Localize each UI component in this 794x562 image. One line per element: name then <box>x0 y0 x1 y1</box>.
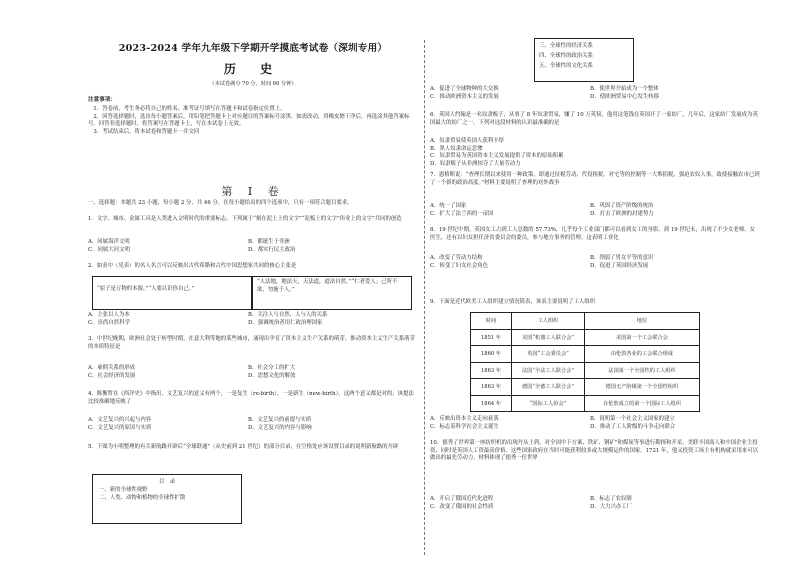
option: B．社会分工的扩大 <box>248 365 296 371</box>
option: C．奴隶贸易为英国资本主义发展提供了资本的原始积累 <box>430 153 564 160</box>
option: B．巩固了资产阶级的统治 <box>590 203 654 209</box>
option: C．推动欧洲资本主义的发展 <box>430 93 499 100</box>
option: A．改变了劳动力结构 <box>430 255 483 261</box>
exam-subject: 历 史 <box>223 62 283 76</box>
catalog-title: 目 录 <box>158 479 176 485</box>
table-header: 时间 <box>471 313 512 330</box>
option: D．打击了欧洲的封建势力 <box>590 210 654 217</box>
option: C．标志着科学社会主义诞生 <box>430 423 499 430</box>
table-cell: 法国“全法工人联合会” <box>512 362 585 379</box>
note-item: 1．答卷前，考生务必将自己的姓名、准考证号填写在答题卡和试卷指定位置上。 <box>93 106 286 112</box>
q1-stem: 1．文字、城市、金属工具是人类进入文明时代的重要标志。下列属于“刻在泥土上的文字”“泥板上的文字”伟业上的文字”共同的创造 <box>88 216 402 222</box>
option: C．改变了俄国的社会性质 <box>430 503 494 510</box>
option: A．开启了俄国近代化进程 <box>430 496 494 502</box>
q5-stem: 5．下图为小明整理的有关新航路开辟后“全球联通”（从史前到 21 世纪）的部分目录，在空格处应该设置目录的说明新航路的开辟 <box>88 444 399 450</box>
table-header: 工人组织 <box>512 313 585 330</box>
option: C．扩大了法兰西的一帝国 <box>430 210 494 217</box>
q5-options <box>430 86 760 101</box>
exam-title: 2023-2024 学年九年级下学期开学摸底考试卷（深圳专用） <box>118 43 388 54</box>
option: D．奴隶贩子从非洲掠夺了大量劳动力 <box>430 160 521 167</box>
option: B．文艺复兴的前提与实质 <box>248 417 312 423</box>
option: D．都实行民主政治 <box>248 246 296 253</box>
option: A．奴隶贸易使英国人获利丰厚 <box>430 138 504 144</box>
q8-options <box>430 255 760 270</box>
table-row <box>471 379 700 396</box>
option: B．黑人奴隶命运悲惨 <box>430 145 483 152</box>
option: A．雇佣关系的形成 <box>88 365 136 371</box>
table-cell: 法国第一个全国性的工人组织 <box>585 362 700 379</box>
note-item: 2．回答选择题时，选出每小题答案后，用铅笔把答题卡上对应题目的答案标号涂黑。如需改动，用橡皮擦干净后，再选涂其他答案标号。回答非选择题时，将答案写在答题卡上，写在本试卷上无效。 <box>88 113 410 128</box>
option: A．统一了国家 <box>430 203 467 209</box>
q5-catalog-box <box>92 474 242 524</box>
column-divider <box>424 40 426 555</box>
exam-meta: （本试卷满分 70 分，时间 60 分钟） <box>209 81 297 87</box>
option: A．主张以人为本 <box>88 312 130 318</box>
table-cell: 美国第一个工会联合会 <box>585 329 700 346</box>
option: A．文艺复兴的兴起与内容 <box>88 417 152 423</box>
q6-options <box>430 138 760 168</box>
option: D．促进了英国经济发展 <box>590 262 649 269</box>
q10-stem: 10．德秀了世界第一座纺织机的出现丹从土到，对全国中下方案、铁矿、钢矿”和煤炭等事进行勘探和开采。美联丰国商人和中国企业主投资，同时是英国人工资最高价格。这些国家政府在当时可能获利较多或大规模运作的国家。1721 年，他又投资工场主有机构就采用来可以做出的最先劳动力，材料体现了德秀一位世界 <box>430 440 759 462</box>
q9-table <box>470 312 700 412</box>
table-cell: 1851 年 <box>471 329 512 346</box>
table-cell: 1863 年 <box>471 379 512 396</box>
table-cell: 美国“机器工人联合会” <box>512 329 585 346</box>
table-cell: 由伦敦各业的工会联合组成 <box>585 346 700 363</box>
table-cell: 德国无产阶级第一个全国性组织 <box>585 379 700 396</box>
q2-options <box>88 312 418 327</box>
option: D．强调统治者用仁政治理国家 <box>248 319 323 326</box>
q2-quote-left: “原子是万物的本源。”“人要认识你自己。” <box>92 276 252 310</box>
table-header-row <box>471 313 700 330</box>
table-row <box>471 362 700 379</box>
catalog-item: 三、全球性的经济关系 <box>539 43 593 49</box>
catalog-item: 二、人类、动物和植物的全球性扩散 <box>99 495 186 501</box>
q2-stem: 2．如表中（见表）的名人名言可以反映出古代希腊和古代中国思想家共同的核心主张是 <box>88 263 297 269</box>
option: C．转变了妇女社会角色 <box>430 262 489 269</box>
option: C．文艺复兴的原因与实质 <box>88 424 152 431</box>
table-cell: 德国“全德工人联合会” <box>512 379 585 396</box>
table-cell: 英国“工会委员会” <box>512 346 585 363</box>
table-cell: 1863 年 <box>471 362 512 379</box>
option: B．都诞生于非洲 <box>248 239 290 245</box>
option: A．同属海洋文明 <box>88 239 130 245</box>
q7-options <box>430 203 760 218</box>
note-item: 3．考试结束后，将本试卷和答题卡一并交回 <box>93 128 200 135</box>
catalog-item: 一、新的全球性视野 <box>99 487 148 493</box>
table-row <box>471 395 700 412</box>
q4-stem: 4．陈衡哲在《西洋史》中指出，文艺复兴的意义有两个，一是复生（re-birth），一是新生（new-birth）。这两个意义都是对的。该提法比较准确地反映了 <box>88 391 414 405</box>
option: D．使欧洲贸易中心发生转移 <box>590 93 660 100</box>
option: C．同属大河文明 <box>88 246 130 253</box>
table-cell: 1864 年 <box>471 395 512 412</box>
option: C．社会经济的发展 <box>88 372 136 379</box>
q9-stem: 9．下面是近代欧美工人组织建立情况简表，该表主要说明了工人组织 <box>430 299 596 305</box>
option: B．使世界开始成为一个整体 <box>590 86 659 92</box>
q3-stem: 3．中世纪晚期，欧洲社会处于转型时期，在意大利等地的某些城市，涌现出孕育了资本主义生产关系的萌芽。推动资本主义生产关系萌芽的本质特征是 <box>88 336 415 350</box>
catalog-item: 四、全球性的政治关系 <box>539 53 593 59</box>
option: B．标志了农奴制 <box>590 496 632 502</box>
section-heading: 第 Ⅰ 卷 <box>221 185 285 198</box>
notes-list <box>88 106 418 136</box>
table-header: 地位 <box>585 313 700 330</box>
catalog-item: 五、全球性的文化关系 <box>539 63 593 69</box>
table-row <box>471 346 700 363</box>
table-row <box>471 329 700 346</box>
option: A．反映出资本主义走向衰落 <box>430 416 499 422</box>
option: A．促进了全球物种的大交换 <box>430 86 499 92</box>
option: D．思想文化的解放 <box>248 372 296 379</box>
notes-heading: 注意事项： <box>88 97 116 103</box>
q7-stem: 7．恩格斯说：“查理长期以来使用一种政策，即通过征税劳动、代役租税、对宅等的控制等一大堆捐税，强迫农奴人事，致使接触农市已到了一个新的政治高度。”材料主要说明了查理的对外战争 <box>430 172 760 186</box>
q9-options <box>430 416 760 431</box>
option: B．关注人与自然、人与人的关系 <box>248 312 328 318</box>
option: D．推动了工人阶级的斗争走向联合 <box>590 423 676 430</box>
q8-stem: 8．19 世纪中期，英国女工占到工人总数的 57.73%，几乎每个工业部门都可以看到女工的身影。到 19 世纪末，出现了不少女老师、女医生，还有以妇女担任济贫委员会的委员，参与地方事务的管理。这表明工业化 <box>430 227 755 241</box>
q2-quote-right: “人法地，地法天，天法道，道法自然。”“仁者爱人；己所不欲，勿施于人。” <box>252 276 412 310</box>
option: B．说明第一个社会主义国家的建立 <box>590 416 675 422</box>
q1-options <box>88 239 418 254</box>
table-cell: “国际工人协会” <box>512 395 585 412</box>
q10-options <box>430 496 760 511</box>
q4-options <box>88 417 418 432</box>
table-cell: 在伦敦成立的第一个国际工人组织 <box>585 395 700 412</box>
table-cell: 1860 年 <box>471 346 512 363</box>
option: D．文艺复兴的内容与影响 <box>248 424 312 431</box>
q6-stem: 6．英国人约翰是一名奴隶贩子，从事了 8 年奴隶贸易，赚了 10 万英镑，他用这笔钱在英国开了一家纺厂，几年后，这家纺厂发展成为英国最大的纺厂之一，下列对这段材料的认识最准确的是 <box>430 112 758 126</box>
option: B．削弱了男女平等的意识 <box>590 255 654 261</box>
option: D．大力兴办工厂 <box>590 503 633 510</box>
q5-catalog-continued <box>534 38 634 82</box>
instructions: 一、选择题：本题共 23 小题，每小题 2 分，共 46 分。在每小题给出的四个选项中，只有一项符合题目要求。 <box>88 200 353 206</box>
q3-options <box>88 365 418 380</box>
option: C．崇尚自然科学 <box>88 319 130 326</box>
